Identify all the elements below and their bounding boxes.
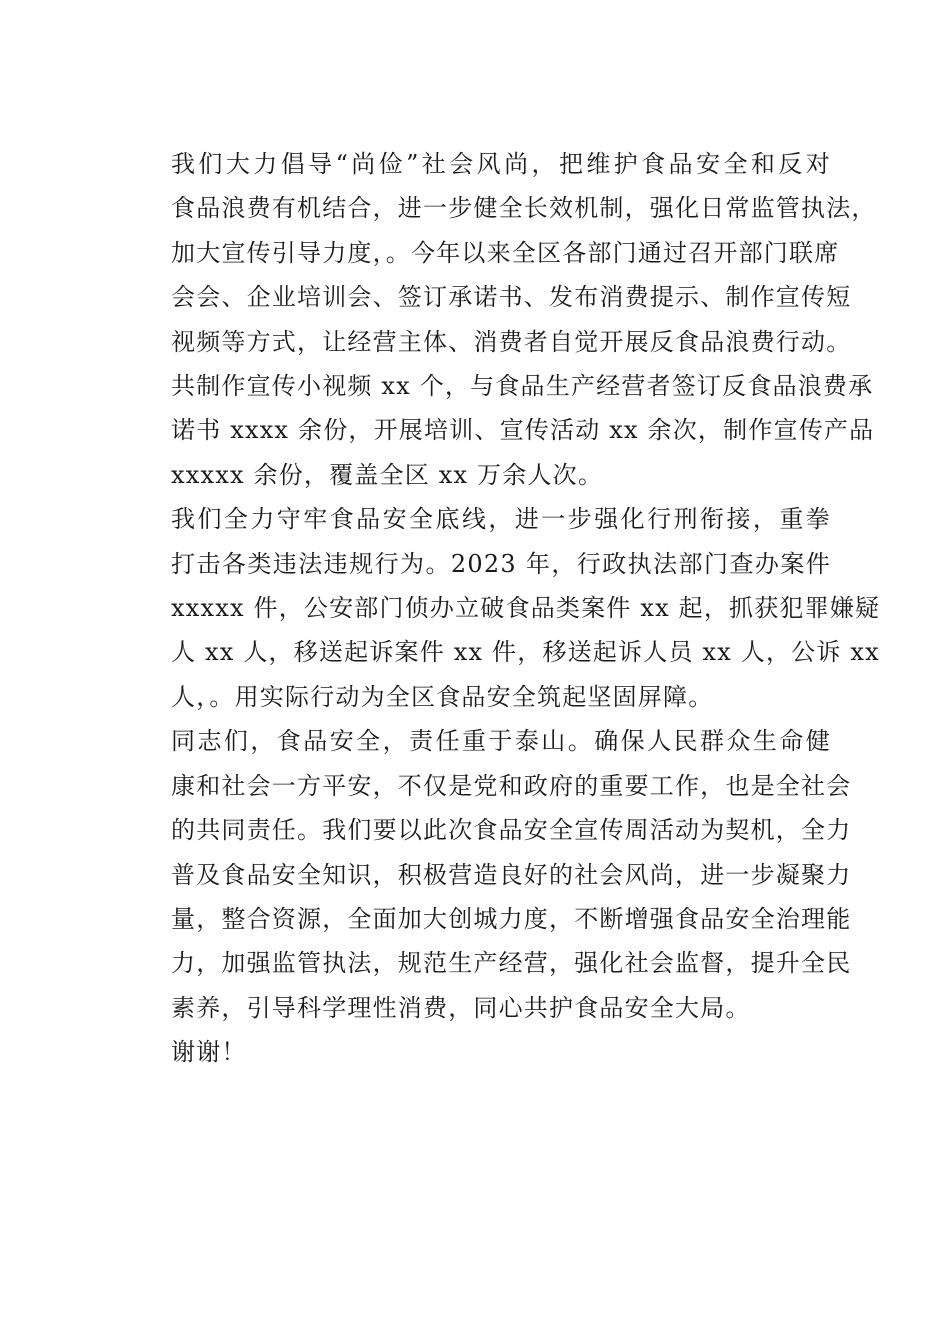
closing-thanks: 谢谢！ bbox=[171, 1038, 247, 1067]
text-line: 共制作宣传小视频 xx 个，与食品生产经营者签订反食品浪费承 bbox=[171, 372, 874, 401]
text-line: xxxxx 件，公安部门侦办立破食品类案件 xx 起，抓获犯罪嫌疑 bbox=[171, 594, 881, 623]
text-line: 的共同责任。我们要以此次食品安全宣传周活动为契机，全力 bbox=[171, 816, 852, 845]
text-line: 素养，引导科学理性消费，同心共护食品安全大局。 bbox=[171, 993, 751, 1022]
text-line: 康和社会一方平安，不仅是党和政府的重要工作，也是全社会 bbox=[171, 771, 852, 800]
text-line: 打击各类违法违规行为。2023 年，行政执法部门查办案件 bbox=[171, 549, 831, 578]
text-line: 会会、企业培训会、签订承诺书、发布消费提示、制作宣传短 bbox=[171, 283, 852, 312]
paragraph-food-thrift bbox=[119, 142, 877, 497]
text-line: 视频等方式，让经营主体、消费者自觉开展反食品浪费行动。 bbox=[171, 327, 852, 356]
text-line: 加大宣传引导力度，。今年以来全区各部门通过召开部门联席 bbox=[171, 238, 840, 267]
document-body bbox=[119, 142, 881, 1075]
text-line: 力，加强监管执法，规范生产经营，强化社会监督，提升全民 bbox=[171, 949, 852, 978]
text-line: 同志们，食品安全，责任重于泰山。确保人民群众生命健 bbox=[171, 727, 831, 756]
text-line: 我们全力守牢食品安全底线，进一步强化行刑衔接，重拳 bbox=[171, 505, 831, 534]
text-line: 我们大力倡导“尚俭”社会风尚，把维护食品安全和反对 bbox=[171, 150, 831, 178]
text-line: xxxxx 余份，覆盖全区 xx 万余人次。 bbox=[171, 460, 604, 489]
text-line: 诺书 xxxx 余份，开展培训、宣传活动 xx 余次，制作宣传产品 bbox=[171, 416, 875, 445]
text-line: 人 xx 人，移送起诉案件 xx 件，移送起诉人员 xx 人，公诉 xx bbox=[171, 638, 880, 667]
text-line: 普及食品安全知识，积极营造良好的社会风尚，进一步凝聚力 bbox=[171, 860, 852, 889]
paragraph-enforcement bbox=[119, 497, 881, 719]
text-line: 食品浪费有机结合，进一步健全长效机制，强化日常监管执法， bbox=[171, 194, 877, 223]
text-line: 人，。用实际行动为全区食品安全筑起坚固屏障。 bbox=[171, 682, 714, 711]
paragraph-call-to-action bbox=[119, 719, 852, 1030]
paragraph-thanks bbox=[119, 1030, 831, 1074]
text-line: 量，整合资源，全面加大创城力度，不断增强食品安全治理能 bbox=[171, 904, 852, 933]
